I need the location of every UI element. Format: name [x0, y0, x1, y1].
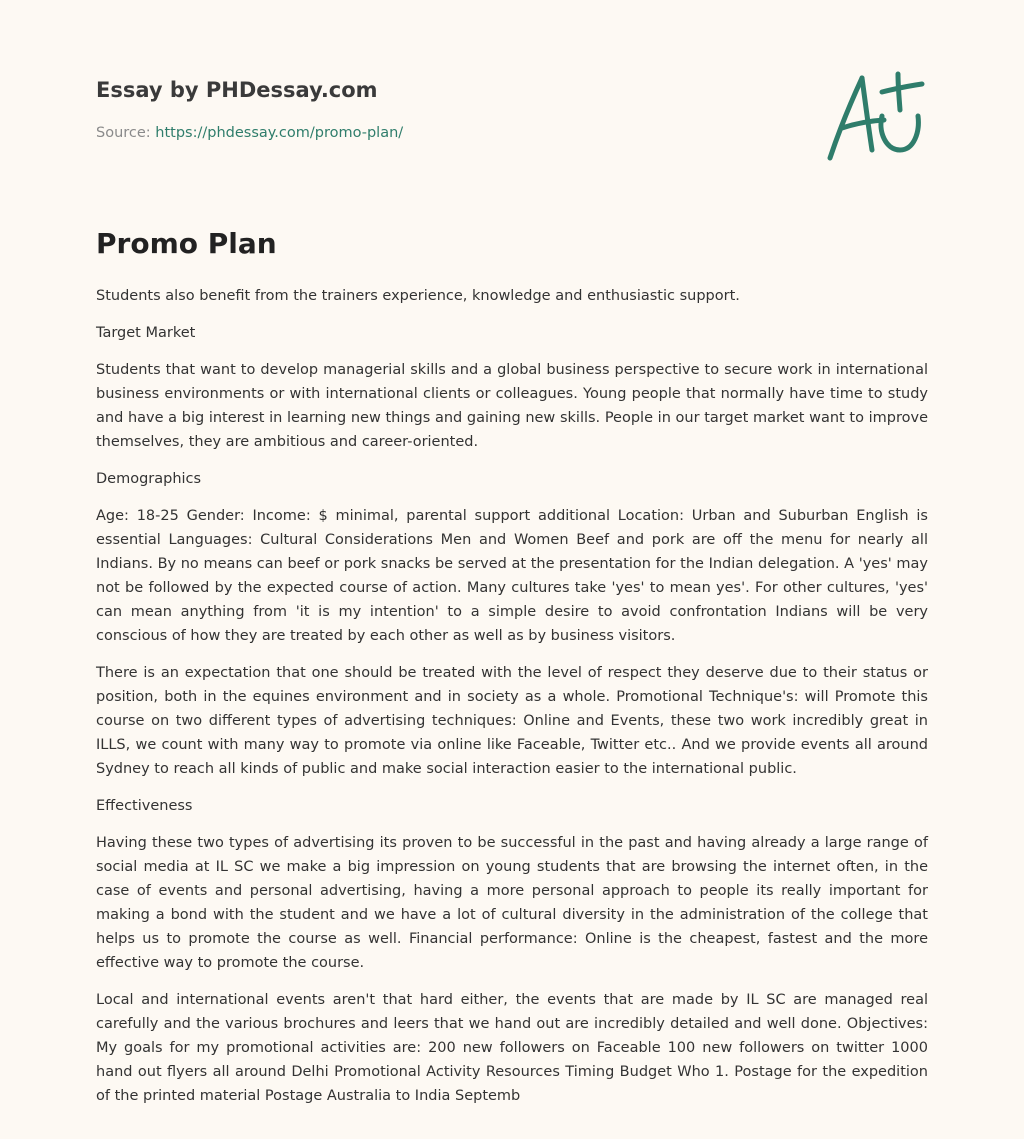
site-title: Essay by PHDessay.com	[96, 78, 378, 102]
paragraph-target-market: Students that want to develop managerial skills and a global business perspective to secure work in international business environments or with international clients or colleagues. Young people that normally have time to study and have a big interest in learning new things and gaining new skills. People in our target market want to improve themselves, they are ambitious and career-oriented.	[96, 362, 928, 450]
paragraph-effectiveness: Having these two types of advertising its proven to be successful in the past and having already a large range of social media at IL SC we make a big impression on young students that are browsing the internet often, in the case of events and personal advertising, having a more personal approach to people its really important for making a bond with the student and we have a lot of cultural diversity in the administration of the college that helps us to promote the course as well. Financial performance: Online is the cheapest, fastest and the more effective way to promote the course.	[96, 835, 928, 971]
paragraph-promotional-technique: There is an expectation that one should be treated with the level of respect they deserve due to their status or position, both in the equines environment and in society as a whole. Promotional Technique's: will Promote this course on two different types of advertising techniques: Online and Events, these two work incredibly great in ILLS, we count with many way to promote via online like Faceable, Twitter etc.. And we provide events all around Sydney to reach all kinds of public and make social interaction easier to the international public.	[96, 665, 928, 777]
essay-body	[96, 284, 928, 1121]
source-link[interactable]: https://phdessay.com/promo-plan/	[155, 125, 404, 141]
a-plus-grade-icon	[822, 66, 928, 166]
header	[96, 74, 928, 144]
heading-effectiveness: Effectiveness	[96, 798, 193, 814]
paragraph-demographics: Age: 18-25 Gender: Income: $ minimal, parental support additional Location: Urban and Suburban English is essential Languages: Cultural Considerations Men and Women Beef and pork are off the menu for nearly all Indians. By no means can beef or pork snacks be served at the presentation for the Indian delegation. A 'yes' may not be followed by the expected course of action. Many cultures take 'yes' to mean yes'. For other cultures, 'yes' can mean anything from 'it is my intention' to a simple desire to avoid confrontation Indians will be very conscious of how they are treated by each other as well as by business visitors.	[96, 508, 928, 644]
source-label: Source:	[96, 125, 151, 141]
paragraph-objectives: Local and international events aren't that hard either, the events that are made by IL SC are managed real carefully and the various brochures and leers that we hand out are incredibly detailed and well done. Objectives: My goals for my promotional activities are: 200 new followers on Faceable 100 new followers on twitter 1000 hand out flyers all around Delhi Promotional Activity Resources Timing Budget Who 1. Postage for the expedition of the printed material Postage Australia to India Septemb	[96, 992, 928, 1104]
heading-target-market: Target Market	[96, 325, 196, 341]
paragraph-intro: Students also benefit from the trainers experience, knowledge and enthusiastic support.	[96, 288, 740, 304]
source-line	[96, 122, 928, 144]
heading-demographics: Demographics	[96, 471, 202, 487]
essay-title: Promo Plan	[96, 227, 277, 260]
